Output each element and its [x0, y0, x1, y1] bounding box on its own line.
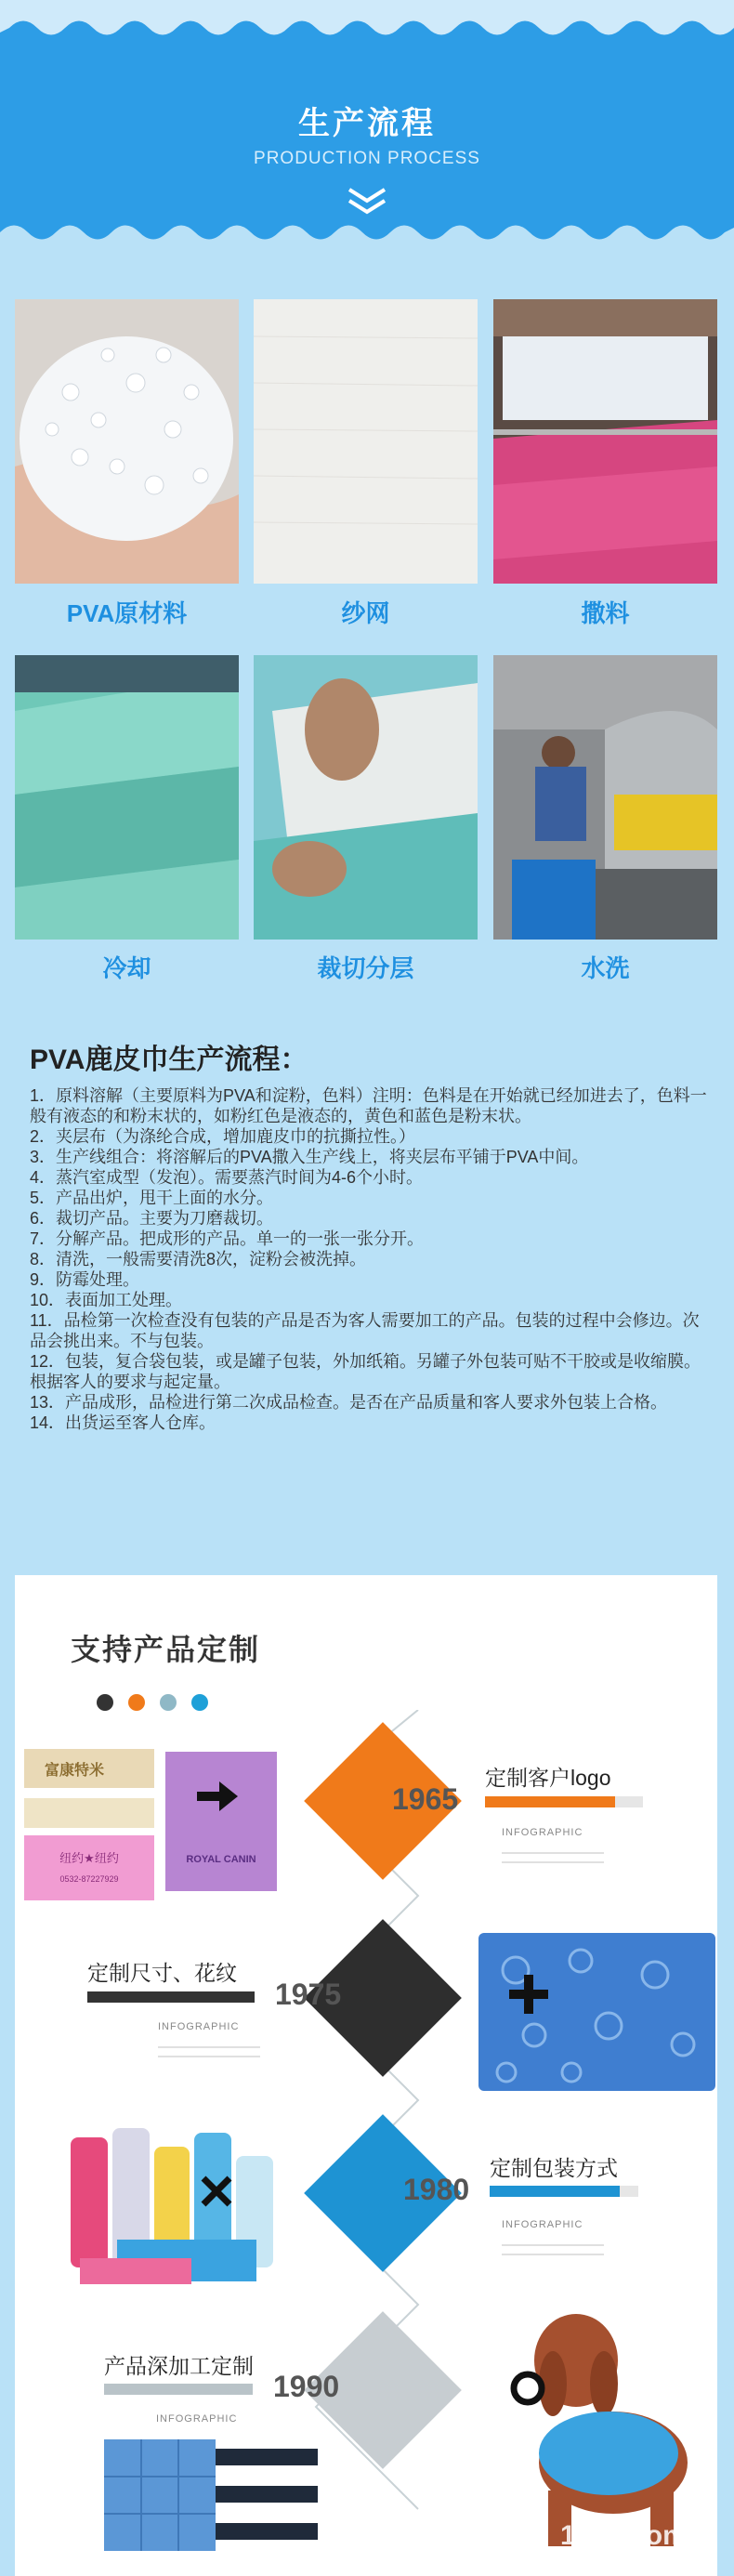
process-step: 14．出货运至客人仓库。 — [30, 1413, 216, 1432]
cooling-photo — [15, 655, 239, 940]
pva-raw-material-photo — [15, 299, 239, 584]
royal-canin-text: ROYAL CANIN — [186, 1854, 256, 1865]
step-label: 水洗 — [581, 954, 630, 982]
process-step: 8．清洗，一般需要清洗8次，淀粉会被洗掉。 — [30, 1250, 367, 1268]
watermark: 1688.com — [560, 2520, 688, 2551]
step-label: 裁切分层 — [317, 954, 414, 982]
process-step: 2．夹层布（为涤纶合成，增加鹿皮巾的抗撕拉性。） — [30, 1127, 416, 1146]
header-band — [0, 0, 734, 251]
custom-size-label: 定制尺寸、花纹 — [87, 1961, 237, 1985]
chevron-down-icon — [344, 184, 390, 217]
process-step: 6．裁切产品。主要为刀磨裁切。 — [30, 1209, 274, 1228]
section-subtitle: PRODUCTION PROCESS — [254, 149, 480, 168]
step-label: 纱网 — [341, 599, 390, 627]
process-step: 4．蒸汽室成型（发泡）。需要蒸汽时间为4-6个小时。 — [30, 1168, 424, 1187]
accent-bar-end — [615, 1796, 643, 1807]
year-label: 1975 — [275, 1978, 342, 2011]
cooling-wrap-photo — [104, 2435, 318, 2556]
process-list — [30, 1085, 708, 1433]
infographic-label: INFOGRAPHIC — [158, 2021, 240, 2032]
arrow-right-icon — [197, 1780, 238, 1813]
section-title: 生产流程 — [298, 106, 436, 141]
step-label: 撒料 — [581, 599, 630, 627]
color-dot — [160, 1694, 177, 1711]
process-step: 1．原料溶解（主要原料为PVA和淀粉，色料）注明：色料是在开始就已经加进去了，色料一般有液态的和粉末状的，如粉红色是液态的，黄色和蓝色是粉末状。 — [30, 1086, 707, 1125]
accent-bar — [87, 1991, 255, 2003]
circle-icon — [509, 2370, 546, 2407]
gauze-mesh-photo — [254, 299, 478, 584]
pink-logo-small: 0532-87227929 — [59, 1874, 119, 1884]
cutting-layering-photo — [254, 655, 478, 940]
color-dot — [97, 1694, 113, 1711]
process-step: 11．品检第一次检查没有包装的产品是否为客人需要加工的产品。包装的过程中会修边。次品会挑出来。不与包装。 — [30, 1311, 700, 1350]
accent-bar — [490, 2186, 620, 2197]
process-title: PVA鹿皮巾生产流程： — [30, 1045, 308, 1075]
customization-title: 支持产品定制 — [71, 1633, 261, 1666]
placeholder-lines — [158, 2039, 260, 2057]
color-dot — [191, 1694, 208, 1711]
accent-bar — [485, 1796, 615, 1807]
deep-processing-label: 产品深加工定制 — [104, 2354, 254, 2378]
process-step: 10．表面加工处理。 — [30, 1291, 183, 1309]
spreading-material-photo — [493, 299, 717, 584]
custom-logo-label: 定制客户logo — [485, 1766, 611, 1790]
process-step: 7．分解产品。把成形的产品。单一的一张一张分开。 — [30, 1229, 425, 1248]
accent-bar — [104, 2384, 253, 2395]
step-label: PVA原材料 — [66, 599, 188, 627]
infographic-label: INFOGRAPHIC — [502, 1827, 583, 1838]
process-step: 5．产品出炉，甩干上面的水分。 — [30, 1189, 274, 1207]
process-step: 3．生产线组合：将溶解后的PVA撒入生产线上，将夹层布平铺于PVA中间。 — [30, 1148, 589, 1166]
year-label: 1980 — [403, 2173, 470, 2206]
year-label: 1965 — [392, 1782, 459, 1816]
process-step: 9．防霉处理。 — [30, 1270, 140, 1289]
pink-logo-text: 纽约★纽约 — [59, 1851, 119, 1865]
close-x-icon — [200, 2175, 233, 2208]
washing-photo — [493, 655, 717, 940]
step-label: 冷却 — [102, 954, 151, 982]
logo-sample-card — [24, 1798, 154, 1828]
infographic-label: INFOGRAPHIC — [502, 2219, 583, 2230]
infographic-label: INFOGRAPHIC — [156, 2413, 238, 2425]
color-dot — [128, 1694, 145, 1711]
accent-bar-end — [620, 2186, 638, 2197]
wave-top-decoration — [0, 0, 734, 56]
royal-canin-towel — [165, 1752, 277, 1891]
process-step: 12．包装，复合袋包装，或是罐子包装，外加纸箱。另罐子外包装可贴不干胶或是收缩膜。根据客人的要求与起定量。 — [30, 1352, 701, 1391]
custom-packaging-label: 定制包装方式 — [490, 2156, 618, 2180]
logo-sample-text: 富康特米 — [45, 1763, 105, 1779]
year-label: 1990 — [273, 2370, 340, 2403]
plus-icon — [509, 1975, 548, 2014]
wave-bottom-decoration — [0, 214, 734, 260]
placeholder-lines — [502, 1845, 604, 1863]
pink-logo-card — [24, 1835, 154, 1900]
logo-sample-card — [24, 1749, 154, 1788]
packaging-products-photo — [71, 2119, 275, 2286]
dog-cooling-vest-photo — [502, 2305, 706, 2556]
placeholder-lines — [502, 2237, 604, 2255]
process-step: 13．产品成形，品检进行第二次成品检查。是否在产品质量和客人要求外包装上合格。 — [30, 1393, 668, 1412]
